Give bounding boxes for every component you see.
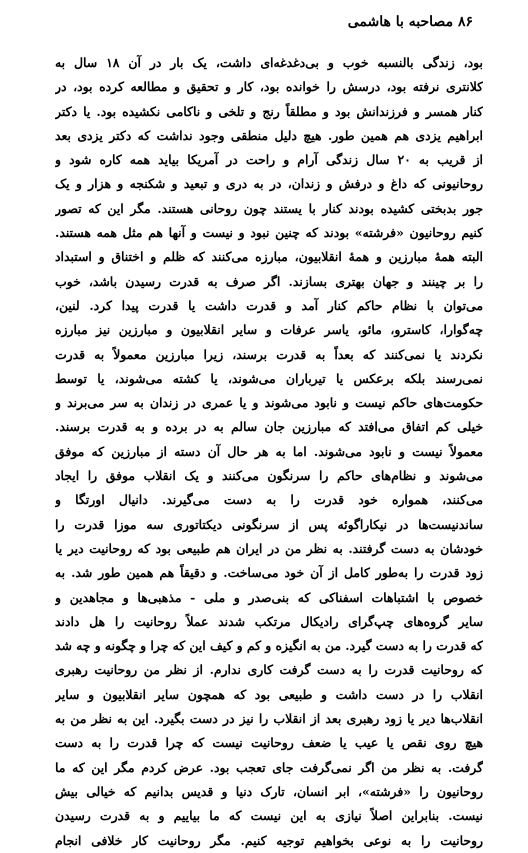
text-line: البته همهٔ مبارزین و همهٔ انقلابیون، مبارزه می‌کنند که ظلم و اختناق و استبداد [55,249,483,265]
body-text [55,51,483,853]
text-line: بود، زندگی بالنسبه خوب و بی‌دغدغه‌ای داشت، یک بار در آن ۱۸ سال به [55,55,483,70]
text-line: نیست. بنابراین اصلاً نیازی به این نیست که ما بیاییم و به قدرت رسیدن [55,808,483,824]
page-header [0,12,528,42]
text-line: از قریب به ۲۰ سال زندگی آرام و راحت در آمریکا بیاید همه کاره شود و [55,152,483,168]
text-line: را بر چینند و جهان بهتری بسازند. اگر صرف به قدرت رسیدن باشد، خوب [55,273,483,289]
text-line: روحانیونی که داغ و درفش و زندان، در به دری و تبعید و شکنجه و هزار و یک [55,176,483,192]
text-line: نمی‌رسند بلکه برعکس یا تیرباران می‌شوند، یا کشته می‌شوند، یا توسط [55,370,483,386]
text-line: انقلاب‌ها دیر یا زود رهبری بعد از انقلاب را نیز در دست بگیرد. این به نظر من به [55,711,483,727]
text-line: زود قدرت را به‌طور کامل از آن خود می‌ساخت. و دقیقاً هم همین طور شد. به [55,565,483,581]
text-line: خودشان به دست گرفتند. به نظر من در ایران هم طبیعی بود که روحانیت دیر یا [55,540,483,556]
text-line: می‌شوند و نظام‌های حاکم را سرنگون می‌کنند و یک انقلاب موفق را ایجاد [55,468,483,484]
text-line: نکردند یا نمی‌کنند که بعداً به قدرت برسند، زیرا مبارزین معمولاً به قدرت [55,346,483,362]
text-line: کنار همسر و فرزندانش بود و مطلقاً رنج و تلخی و ناکامی نکشیده بود. یا دکتر [55,103,483,119]
text-line: ابراهیم یزدی هم همین طور. هیچ دلیل منطقی وجود نداشت که دکتر یزدی بعد [55,127,483,143]
text-line: می‌کنند، همواره خود قدرت را به دست می‌گیرند. دانیال اورتگا و [55,492,483,508]
text-line: می‌توان با نظام حاکم کنار آمد و قدرت داشت یا قدرت پیدا کرد. لنین، [55,297,483,313]
text-line: خیلی کم اتفاق می‌افتد که مبارزین جان سالم به در برده و به قدرت برسند. [55,419,483,435]
text-line: کلانتری نرفته بود، درسش را خوانده بود، کار و تحقیق و مطالعه کرده بود، در [55,79,483,95]
text-line: ساندنیست‌ها در نیکاراگوئه پس از سرنگونی دیکتاتوری سه موزا قدرت را [55,516,483,532]
text-line: انقلاب را در دست داشت و طبیعی بود که همچون سایر انقلابیون و سایر [55,686,483,702]
text-line: جور بدبختی کشیده بودند کنار با یستند چون روحانی هستند. مگر این که تصور [55,200,483,216]
text-line: کنیم روحانیون «فرشته» بودند که چنین نبود و نیست و آنها هم مثل همه هستند. [55,225,483,241]
text-line: روحانیون را «فرشته»، ابر انسان، تارک دنیا و قدیس بدانیم که خیالی بیش [55,783,483,799]
text-line: روحانیت را به نوعی بخواهیم توجیه کنیم. مگر روحانیت کار خلافی انجام [55,832,483,848]
text-line: که روحانیت قدرت را به دست گرفت کاری ندارم. از نظر من روحانیت رهبری [55,662,483,678]
text-line: معمولاً نیست و نابود می‌شوند. اما به هر حال آن دسته از مبارزین که موفق [55,443,483,459]
text-line: گرفت. به نظر من اگر نمی‌گرفت جای تعجب بود. عرض کردم مگر این که ما [55,759,483,775]
text-line: چه‌گوارا، کاسترو، مائو، یاسر عرفات و سایر انقلابیون و مبارزین نیز مبارزه [55,322,483,338]
running-header-title: ۸۶ مصاحبه با هاشمی [347,14,473,30]
text-line: که قدرت را به دست گیرد. من به انگیزه و کم و کیف این که چرا و چگونه و چه شد [55,638,483,654]
text-line: خصوص با اشتباهات اسفناکی که بنی‌صدر و ملی - مذهبی‌ها و مجاهدین و [55,589,483,605]
text-line: سایر گروه‌های چپ‌گرای رادیکال مرتکب شدند عملاً روحانیت را هل دادند [55,613,483,629]
text-line: حکومت‌های حاکم نیست و نابود می‌شوند و یا عمری در زندان به سر می‌برند و [55,395,483,411]
text-line: هیچ روی نقص یا عیب یا ضعف روحانیت نیست که چرا قدرت را به دست [55,735,483,751]
